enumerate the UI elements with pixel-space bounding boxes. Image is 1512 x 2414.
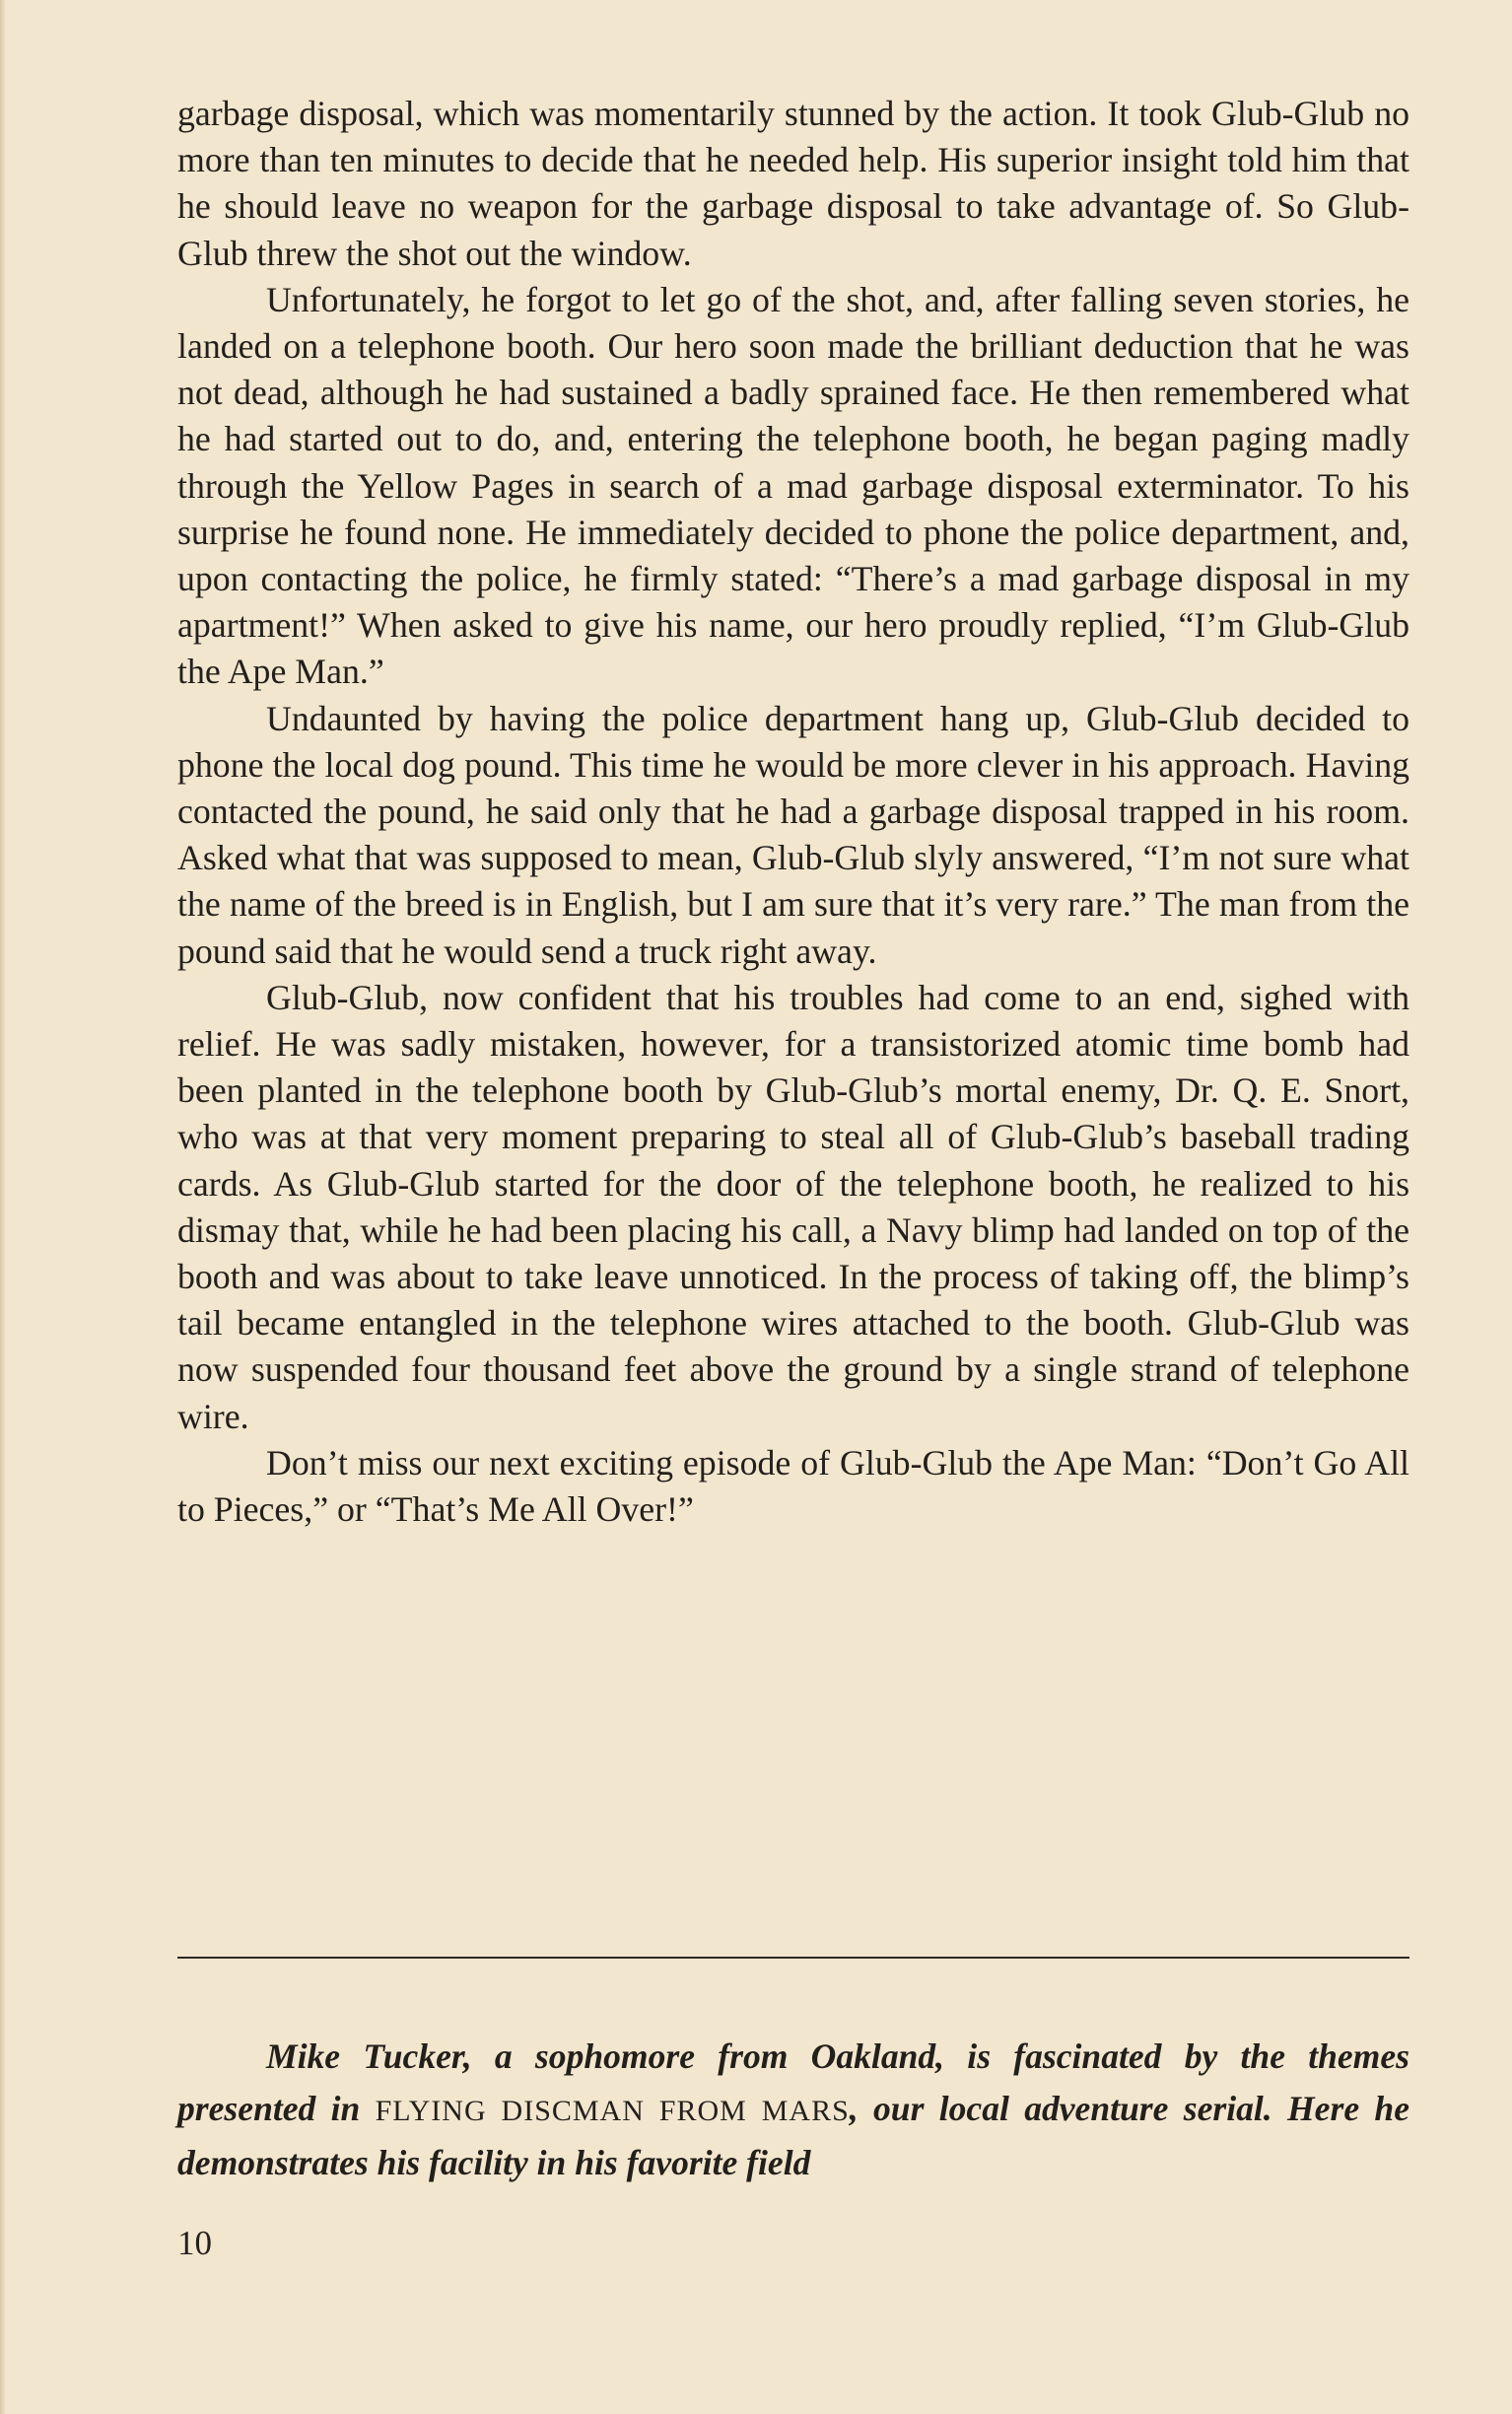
- paragraph: Unfortunately, he forgot to let go of the shot, and, after falling seven stories, he landed on a telephone booth. Our hero soon made the brilliant deduction that he was not dead, although he had sustained a badly sprained face. He then remembered what he had started out to do, and, entering the telephone booth, he began paging madly through the Yellow Pages in search of a mad garbage disposal exterminator. To his surprise he found none. He immediately decided to phone the police department, and, upon contacting the police, he firmly stated: “There’s a mad garbage disposal in my apartment!” When asked to give his name, our hero proudly replied, “I’m Glub-Glub the Ape Man.”: [177, 279, 1409, 692]
- paragraph: Glub-Glub, now confident that his troubles had come to an end, sighed with relief. He was sadly mistaken, however, for a transistorized atomic time bomb had been planted in the telephone booth by Glub-Glub’s mortal enemy, Dr. Q. E. Snort, who was at that very moment preparing to steal all of Glub-Glub’s baseball trading cards. As Glub-Glub started for the door of the telephone booth, he realized to his dismay that, while he had been placing his call, a Navy blimp had landed on top of the booth and was about to take leave unnoticed. In the process of taking off, the blimp’s tail became entangled in the telephone wires attached to the booth. Glub-Glub was now suspended four thousand feet above the ground by a single strand of telephone wire.: [177, 977, 1409, 1436]
- page-edge: [0, 0, 6, 2414]
- author-bio: [177, 2031, 1409, 2189]
- series-title: FLYING DISCMAN FROM MARS: [375, 2095, 850, 2127]
- divider-rule: [177, 1957, 1409, 1959]
- page-number: 10: [177, 2224, 212, 2262]
- bio-text: , our local adventure serial. Here he demonstrates his facility in his favorite field: [177, 2089, 1409, 2182]
- bio-text: Mike Tucker, a sophomore from Oakland, is fascinated by the themes presented in: [177, 2036, 1409, 2128]
- paragraph: Don’t miss our next exciting episode of Glub-Glub the Ape Man: “Don’t Go All to Pieces,” or “That’s Me All Over!”: [177, 1442, 1409, 1530]
- paragraph: Undaunted by having the police department hang up, Glub-Glub decided to phone the local dog pound. This time he would be more clever in his approach. Having contacted the pound, he said only that he had a garbage disposal trapped in his room. Asked what that was supposed to mean, Glub-Glub slyly answered, “I’m not sure what the name of the breed is in English, but I am sure that it’s very rare.” The man from the pound said that he would send a truck right away.: [177, 698, 1409, 971]
- story-text: [177, 91, 1409, 1533]
- paragraph: garbage disposal, which was momentarily stunned by the action. It took Glub-Glub no more than ten minutes to decide that he needed help. His superior insight told him that he should leave no weapon for the garbage disposal to take advantage of. So Glub-Glub threw the shot out the window.: [177, 94, 1409, 273]
